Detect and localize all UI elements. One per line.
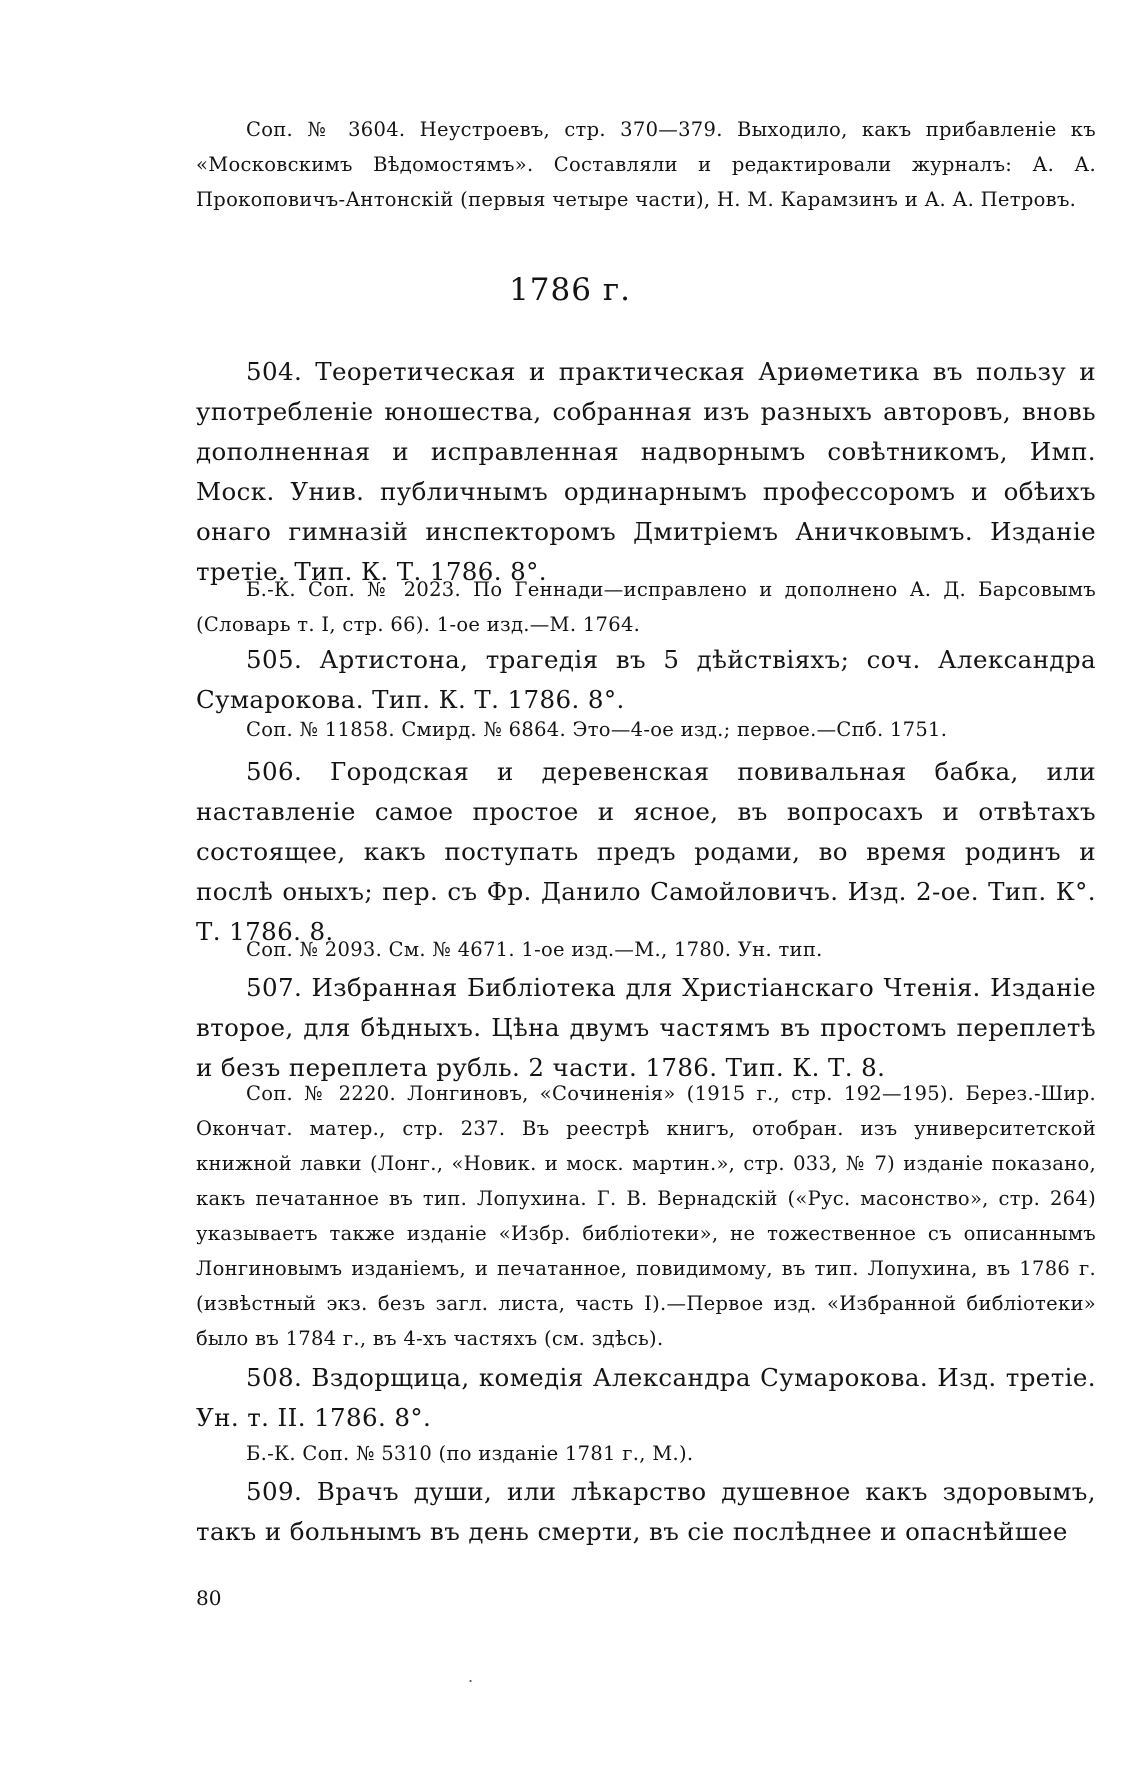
entry-504-note: Б.-К. Соп. № 2023. По Геннади—исправлено и дополнено А. Д. Барсовымъ (Словарь т. I, стр. 66). 1-ое изд.—М. 1764. — [196, 578, 1096, 636]
entry-507: 507. Избранная Библіотека для Христіанскаго Чтенія. Изданіе второе, для бѣдныхъ. Цѣна двумъ частямъ въ простомъ переплетѣ и безъ переплета рубль. 2 части. 1786. Тип. К. Т. 8. — [196, 973, 1096, 1082]
entry-507-note: Соп. № 2220. Лонгиновъ, «Сочиненія» (1915 г., стр. 192—195). Берез.-Шир. Окончат. матер., стр. 237. Въ реестрѣ книгъ, отобран. изъ университетской книжной лавки (Лонг., «Новик. и моск. мартин.», стр. 033, № 7) изданіе показано, какъ печатанное въ тип. Лопухина. Г. В. Вернадскій («Рус. масонство», стр. 264) указываетъ также изданіе «Избр. библіотеки», не тожественное съ описаннымъ Лонгиновымъ изданіемъ, и печатанное, повидимому, въ тип. Лопухина, въ 1786 г. (извѣстный экз. безъ загл. листа, часть I).—Первое изд. «Избранной библіотеки» было въ 1784 г., въ 4-хъ частяхъ (см. здѣсь). — [196, 1082, 1096, 1350]
entry-508-note: Б.-К. Соп. № 5310 (по изданіе 1781 г., М.). — [246, 1442, 694, 1465]
year-heading: 1786 г. — [509, 272, 631, 308]
entry-509: 509. Врачъ души, или лѣкарство душевное какъ здоровымъ, такъ и больнымъ въ день смерти, въ сіе послѣднее и опаснѣйшее — [196, 1477, 1096, 1546]
entry-505: 505. Артистона, трагедія въ 5 дѣйствіяхъ; соч. Александра Сумарокова. Тип. К. Т. 1786. 8°. — [196, 645, 1096, 714]
entry-505-note: Соп. № 11858. Смирд. № 6864. Это—4-ое изд.; первое.—Спб. 1751. — [246, 718, 948, 741]
entry-504: 504. Теоретическая и практическая Ариѳметика въ пользу и употребленіе юношества, собранная изъ разныхъ авторовъ, вновь дополненная и исправленная надворнымъ совѣтникомъ, Имп. Моск. Унив. публичнымъ ординарнымъ профессоромъ и обѣихъ онаго гимназій инспекторомъ Дмитріемъ Аничковымъ. Изданіе третіе. Тип. К. Т. 1786. 8°. — [196, 357, 1096, 586]
entry-508: 508. Вздорщица, комедія Александра Сумарокова. Изд. третіе. Ун. т. II. 1786. 8°. — [196, 1363, 1096, 1432]
page-number: 80 — [196, 1586, 222, 1610]
entry-506: 506. Городская и деревенская повивальная бабка, или наставленіе самое простое и ясное, въ вопросахъ и отвѣтахъ состоящее, какъ поступать предъ родами, во время родинъ и послѣ оныхъ; пер. съ Фр. Данило Самойловичъ. Изд. 2-ое. Тип. К°. Т. 1786. 8. — [196, 757, 1096, 946]
footer-mark: . — [468, 1667, 474, 1686]
intro-note: Соп. № 3604. Неустроевъ, стр. 370—379. Выходило, какъ прибавленіе къ «Московскимъ Вѣдомостямъ». Составляли и редактировали журналъ: А. А. Прокоповичъ-Антонскій (первыя четыре части), Н. М. Карамзинъ и А. А. Петровъ. — [196, 118, 1096, 211]
entry-506-note: Соп. № 2093. См. № 4671. 1-ое изд.—М., 1780. Ун. тип. — [246, 938, 823, 961]
